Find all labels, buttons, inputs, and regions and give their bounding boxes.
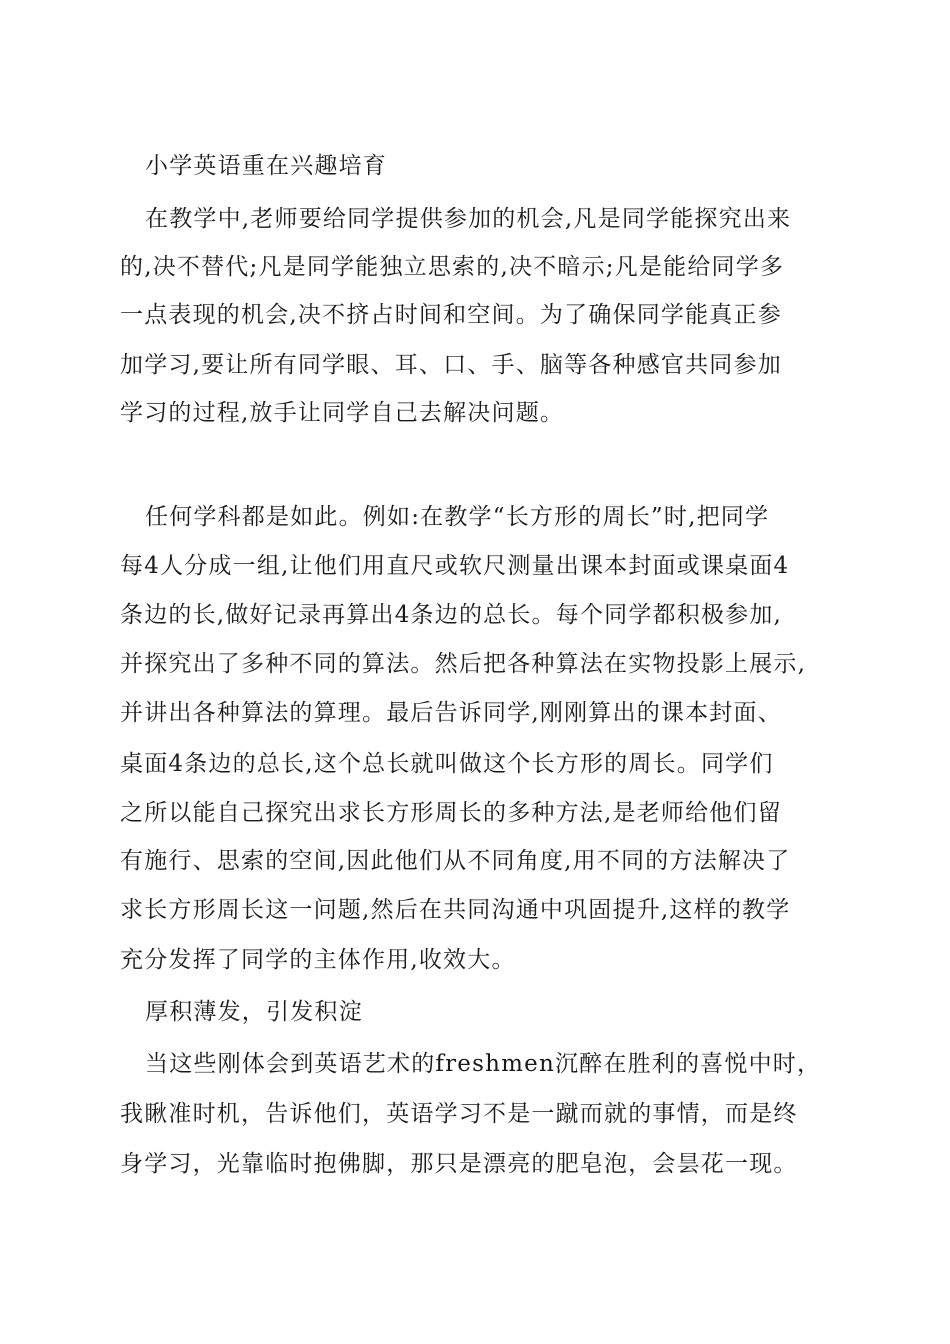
paragraph-line: 任何学科都是如此。例如:在教学“长方形的周长”时,把同学 xyxy=(145,504,770,530)
section-heading: 小学英语重在兴趣培育 xyxy=(145,153,387,179)
paragraph-line: 桌面4条边的总长,这个总长就叫做这个长方形的周长。同学们 xyxy=(120,751,774,777)
paragraph-line: 的,决不替代;凡是同学能独立思索的,决不暗示;凡是能给同学多 xyxy=(120,254,785,280)
paragraph-line: 充分发挥了同学的主体作用,收效大。 xyxy=(120,947,516,973)
paragraph-line: 条边的长,做好记录再算出4条边的总长。每个同学都积极参加, xyxy=(120,602,783,628)
paragraph-line: 求长方形周长这一问题,然后在共同沟通中巩固提升,这样的教学 xyxy=(120,897,791,923)
paragraph-line: 当这些刚体会到英语艺术的freshmen沉醉在胜利的喜悦中时， xyxy=(145,1051,822,1077)
paragraph-line: 并探究出了多种不同的算法。然后把各种算法在实物投影上展示, xyxy=(120,651,807,677)
paragraph-line: 一点表现的机会,决不挤占时间和空间。为了确保同学能真正参 xyxy=(120,302,782,328)
paragraph-line: 我瞅准时机，告诉他们，英语学习不是一蹴而就的事情，而是终 xyxy=(120,1101,798,1127)
paragraph-line: 在教学中,老师要给同学提供参加的机会,凡是同学能探究出来 xyxy=(145,206,792,232)
paragraph-line: 身学习，光靠临时抱佛脚，那只是漂亮的肥皂泡，会昙花一现。 xyxy=(120,1151,798,1177)
paragraph-line: 加学习,要让所有同学眼、耳、口、手、脑等各种感官共同参加 xyxy=(120,352,782,378)
paragraph-line: 每4人分成一组,让他们用直尺或软尺测量出课本封面或课桌面4 xyxy=(120,553,790,579)
section-heading: 厚积薄发，引发积淀 xyxy=(145,999,363,1025)
paragraph-line: 之所以能自己探究出求长方形周长的多种方法,是老师给他们留 xyxy=(120,800,782,826)
paragraph-line: 并讲出各种算法的算理。最后告诉同学,刚刚算出的课本封面、 xyxy=(120,700,782,726)
paragraph-line: 学习的过程,放手让同学自己去解决问题。 xyxy=(120,400,565,426)
paragraph-line: 有施行、思索的空间,因此他们从不同角度,用不同的方法解决了 xyxy=(120,848,791,874)
